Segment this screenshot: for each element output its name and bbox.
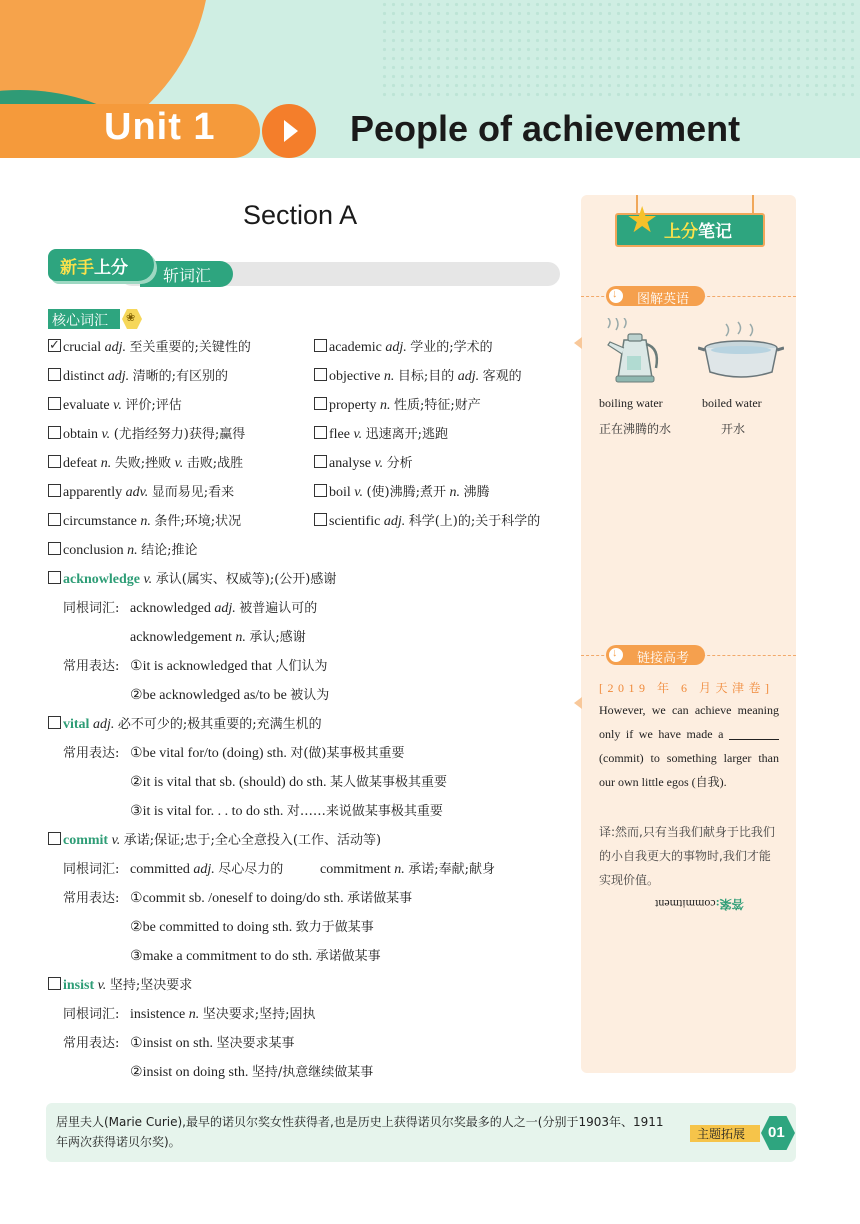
- word-item: [48, 338, 251, 358]
- vocab-banner-subtitle: 斩词汇: [163, 268, 212, 285]
- word-head: apparently: [63, 485, 123, 500]
- word-head: evaluate: [63, 398, 110, 413]
- word-head: obtain: [63, 427, 98, 442]
- word-meaning: 学业的;学术的: [410, 340, 493, 355]
- word-pos-2: adj.: [457, 369, 480, 384]
- notes-title-part2: 笔记: [698, 222, 732, 241]
- word-pos: v.: [354, 485, 363, 500]
- checkbox[interactable]: [314, 368, 327, 381]
- entry-meaning: 必不可少的;极其重要的;充满生机的: [117, 717, 322, 732]
- exam-translation: 译:然而,只有当我们献身于比我们的小自我更大的事物时,我们才能实现价值。: [599, 825, 775, 887]
- word-head: crucial: [63, 340, 102, 355]
- usage-item: [130, 1034, 294, 1054]
- entry-pos: v.: [143, 572, 153, 587]
- checkbox[interactable]: [314, 397, 327, 410]
- entry-head: vital: [63, 717, 90, 732]
- word-head: conclusion: [63, 543, 124, 558]
- word-item: [314, 483, 490, 503]
- same-root-item: [130, 599, 317, 619]
- same-root-item: [130, 628, 306, 648]
- usage-label: 常用表达:: [63, 1036, 120, 1051]
- usage-cn: 坚持/执意继续做某事: [251, 1065, 374, 1080]
- usage-cn: 对(做)某事极其重要: [290, 746, 405, 761]
- core-vocab-label: 核心词汇: [52, 312, 108, 328]
- entry-vital: [48, 715, 322, 735]
- usage-cn: 某人做某事极其重要: [330, 775, 448, 790]
- word-item: [314, 454, 413, 474]
- entry-acknowledge: [48, 570, 336, 590]
- question-text: However, we can achieve meaning only if we have made a: [599, 703, 779, 741]
- same-root-pos: adj.: [214, 601, 236, 616]
- unit-title: People of achievement: [350, 108, 741, 149]
- illustrated-label: 图解英语: [637, 291, 690, 306]
- checkbox[interactable]: [48, 455, 61, 468]
- pot-illustration: [698, 318, 784, 386]
- usage-item: [130, 744, 404, 764]
- word-item: [314, 512, 540, 532]
- same-root-word: acknowledged: [130, 601, 211, 616]
- word-meaning-2: 客观的: [482, 369, 522, 384]
- checkbox[interactable]: [48, 571, 61, 584]
- usage-item: [130, 889, 412, 909]
- checkbox[interactable]: [314, 455, 327, 468]
- usage-item: [130, 657, 328, 677]
- word-meaning: 显而易见;看来: [151, 485, 235, 500]
- word-meaning: 性质;特征;财产: [393, 398, 481, 413]
- notes-title: [664, 217, 732, 242]
- image-caption: boiling water: [599, 396, 663, 410]
- same-root-pos: n.: [188, 1007, 200, 1022]
- word-meaning-2: 击败;战胜: [186, 456, 244, 471]
- usage-cn: 人们认为: [275, 659, 328, 674]
- checkbox[interactable]: [48, 397, 61, 410]
- usage-num: ②: [130, 1065, 143, 1080]
- word-item: [314, 338, 493, 358]
- kettle-illustration: [594, 318, 674, 386]
- usage-item: [130, 1063, 373, 1083]
- word-head: objective: [329, 369, 381, 384]
- same-root-pos: n.: [394, 862, 405, 877]
- word-pos: n.: [127, 543, 138, 558]
- word-head: scientific: [329, 514, 381, 529]
- usage-num: ②: [130, 920, 143, 935]
- checkbox[interactable]: [48, 484, 61, 497]
- usage-item: [130, 802, 443, 822]
- usage-num: ①: [130, 659, 143, 674]
- usage-cn: 承诺做某事: [315, 949, 381, 964]
- usage-item: [130, 918, 374, 938]
- entry-head: insist: [63, 978, 95, 993]
- checkbox[interactable]: [48, 977, 61, 990]
- gaokao-label: 链接高考: [637, 650, 690, 665]
- word-pos-2: v.: [174, 456, 184, 471]
- same-root-item: [130, 860, 283, 880]
- same-root-meaning: 被普遍认可的: [239, 601, 318, 616]
- usage-num: ③: [130, 949, 143, 964]
- usage-cn: 被认为: [290, 688, 330, 703]
- answer-label: 答案:: [715, 897, 744, 911]
- word-pos: adv.: [125, 485, 149, 500]
- same-root-pos: adj.: [193, 862, 215, 877]
- same-root-label: 同根词汇:: [63, 601, 120, 616]
- word-pos: v.: [113, 398, 122, 413]
- question-hint: (commit) to something larger than our own little egos (自我).: [599, 751, 779, 789]
- same-root-word: acknowledgement: [130, 630, 232, 645]
- checkbox[interactable]: [48, 716, 61, 729]
- word-meaning: 失败;挫败: [114, 456, 172, 471]
- usage-en: commit sb. /oneself to doing/do sth.: [142, 891, 344, 906]
- unit-label: Unit 1: [104, 106, 216, 148]
- word-pos: adj.: [383, 514, 406, 529]
- word-meaning: 迅速离开;逃跑: [365, 427, 449, 442]
- same-root-label: 同根词汇:: [63, 1007, 120, 1022]
- entry-pos: v.: [111, 833, 121, 848]
- word-pos: adj.: [107, 369, 130, 384]
- page-number: 01: [768, 1124, 785, 1141]
- exam-question: [599, 698, 779, 794]
- word-pos: n.: [383, 369, 395, 384]
- word-pos: v.: [101, 427, 111, 442]
- answer-text: commitment: [655, 897, 716, 911]
- word-pos: n.: [140, 514, 151, 529]
- word-pos: n.: [100, 456, 112, 471]
- pointer-arrow: [574, 337, 582, 349]
- checkbox[interactable]: [314, 426, 327, 439]
- usage-num: ②: [130, 688, 143, 703]
- section-title: Section A: [243, 200, 358, 230]
- usage-num: ①: [130, 891, 143, 906]
- entry-meaning: 坚持;坚决要求: [109, 978, 193, 993]
- word-meaning: 条件;环境;状况: [154, 514, 242, 529]
- entry-meaning: 承认(属实、权威等);(公开)感谢: [155, 572, 337, 587]
- usage-en: make a commitment to do sth.: [142, 949, 313, 964]
- word-head: boil: [329, 485, 351, 500]
- word-pos: v.: [353, 427, 363, 442]
- image-caption-cn: 正在沸腾的水: [599, 422, 672, 436]
- word-pos: adj.: [385, 340, 407, 355]
- word-item: [48, 483, 234, 503]
- down-arrow-icon: ↓: [612, 647, 618, 659]
- usage-cn: 对……来说做某事极其重要: [286, 804, 443, 819]
- image-caption: boiled water: [702, 396, 762, 410]
- topic-tag-label: 主题拓展: [697, 1127, 746, 1141]
- same-root-item: [130, 1005, 315, 1025]
- usage-label: 常用表达:: [63, 659, 120, 674]
- down-arrow-icon: ↓: [612, 288, 618, 300]
- same-root-meaning: 承认;感谢: [249, 630, 306, 645]
- usage-num: ①: [130, 1036, 143, 1051]
- word-head: circumstance: [63, 514, 137, 529]
- word-item: [314, 396, 481, 416]
- same-root-meaning: 承诺;奉献;献身: [408, 862, 496, 877]
- word-meaning: 科学(上)的;关于科学的: [408, 514, 541, 529]
- word-pos-2: n.: [449, 485, 460, 500]
- word-head: defeat: [63, 456, 98, 471]
- entry-meaning: 承诺;保证;忠于;全心全意投入(工作、活动等): [123, 833, 382, 848]
- play-icon: [284, 120, 298, 142]
- usage-en: insist on sth.: [142, 1036, 213, 1051]
- checkbox[interactable]: [48, 368, 61, 381]
- novice-badge-part2: 上分: [94, 258, 128, 277]
- ribbon-icon: ❀: [126, 312, 136, 324]
- exam-source: [2019 年 6 月天津卷]: [599, 681, 774, 695]
- image-caption-cn: 开水: [721, 422, 746, 436]
- usage-label: 常用表达:: [63, 746, 120, 761]
- word-head: property: [329, 398, 377, 413]
- word-pos: adj.: [104, 340, 126, 355]
- word-meaning: 评价;评估: [125, 398, 182, 413]
- word-meaning-2: 沸腾: [463, 485, 490, 500]
- usage-en: be vital for/to (doing) sth.: [142, 746, 287, 761]
- word-meaning: 目标;目的: [397, 369, 455, 384]
- word-head: distinct: [63, 369, 105, 384]
- same-root-pos: n.: [235, 630, 246, 645]
- usage-item: [130, 947, 381, 967]
- word-item: [48, 425, 245, 445]
- word-meaning: 分析: [386, 456, 413, 471]
- word-head: academic: [329, 340, 382, 355]
- word-head: flee: [329, 427, 350, 442]
- checkbox[interactable]: [314, 484, 327, 497]
- checkbox[interactable]: [48, 542, 61, 555]
- usage-en: insist on doing sth.: [142, 1065, 249, 1080]
- pointer-arrow: [574, 697, 582, 709]
- checkbox[interactable]: [314, 513, 327, 526]
- checkbox[interactable]: [48, 339, 61, 352]
- word-pos: n.: [379, 398, 391, 413]
- novice-badge-part1: 新手: [60, 258, 94, 277]
- entry-pos: adj.: [92, 717, 115, 732]
- word-item: [48, 541, 198, 561]
- usage-item: [130, 773, 447, 793]
- same-root-label: 同根词汇:: [63, 862, 120, 877]
- usage-num: ③: [130, 804, 143, 819]
- entry-head: acknowledge: [63, 572, 140, 587]
- word-meaning: 至关重要的;关键性的: [129, 340, 251, 355]
- usage-en: it is vital that sb. (should) do sth.: [142, 775, 327, 790]
- novice-badge-text: [60, 253, 128, 278]
- notes-title-part1: 上分: [664, 222, 698, 241]
- checkbox[interactable]: [48, 832, 61, 845]
- checkbox[interactable]: [48, 426, 61, 439]
- word-item: [48, 396, 182, 416]
- word-pos: v.: [374, 456, 384, 471]
- usage-num: ①: [130, 746, 143, 761]
- word-meaning: 结论;推论: [141, 543, 198, 558]
- same-root-meaning: 尽心尽力的: [218, 862, 284, 877]
- footer-text: 居里夫人(Marie Curie),最早的诺贝尔奖女性获得者,也是历史上获得诺贝尔奖最多的人之一(分别于1903年、1911年两次获得诺贝尔奖)。: [56, 1115, 664, 1149]
- usage-cn: 承诺做某事: [347, 891, 413, 906]
- entry-head: commit: [63, 833, 109, 848]
- word-meaning: 清晰的;有区别的: [132, 369, 229, 384]
- word-item: [48, 367, 228, 387]
- entry-commit: [48, 831, 381, 851]
- star-mascot-icon: ★: [626, 200, 659, 240]
- same-root-meaning: 坚决要求;坚持;固执: [202, 1007, 316, 1022]
- usage-en: be acknowledged as/to be: [142, 688, 287, 703]
- usage-item: [130, 686, 329, 706]
- exam-answer: [655, 896, 744, 913]
- same-root-word: commitment: [320, 862, 391, 877]
- same-root-word: insistence: [130, 1007, 186, 1022]
- word-meaning: (使)沸腾;煮开: [366, 485, 446, 500]
- usage-label: 常用表达:: [63, 891, 120, 906]
- same-root-word: committed: [130, 862, 190, 877]
- checkbox[interactable]: [48, 513, 61, 526]
- word-item: [314, 425, 448, 445]
- checkbox[interactable]: [314, 339, 327, 352]
- usage-cn: 致力于做某事: [295, 920, 374, 935]
- word-meaning: (尤指经努力)获得;赢得: [113, 427, 246, 442]
- header-dot-pattern: [380, 0, 860, 100]
- usage-en: it is vital for. . . to do sth.: [142, 804, 284, 819]
- word-item: [48, 454, 243, 474]
- usage-num: ②: [130, 775, 143, 790]
- entry-insist: [48, 976, 192, 996]
- answer-blank[interactable]: [729, 727, 779, 740]
- usage-cn: 坚决要求某事: [216, 1036, 295, 1051]
- usage-en: be committed to doing sth.: [142, 920, 293, 935]
- word-item: [48, 512, 241, 532]
- usage-en: it is acknowledged that: [142, 659, 273, 674]
- same-root-item: [320, 860, 495, 880]
- word-item: [314, 367, 522, 387]
- entry-pos: v.: [97, 978, 107, 993]
- word-head: analyse: [329, 456, 371, 471]
